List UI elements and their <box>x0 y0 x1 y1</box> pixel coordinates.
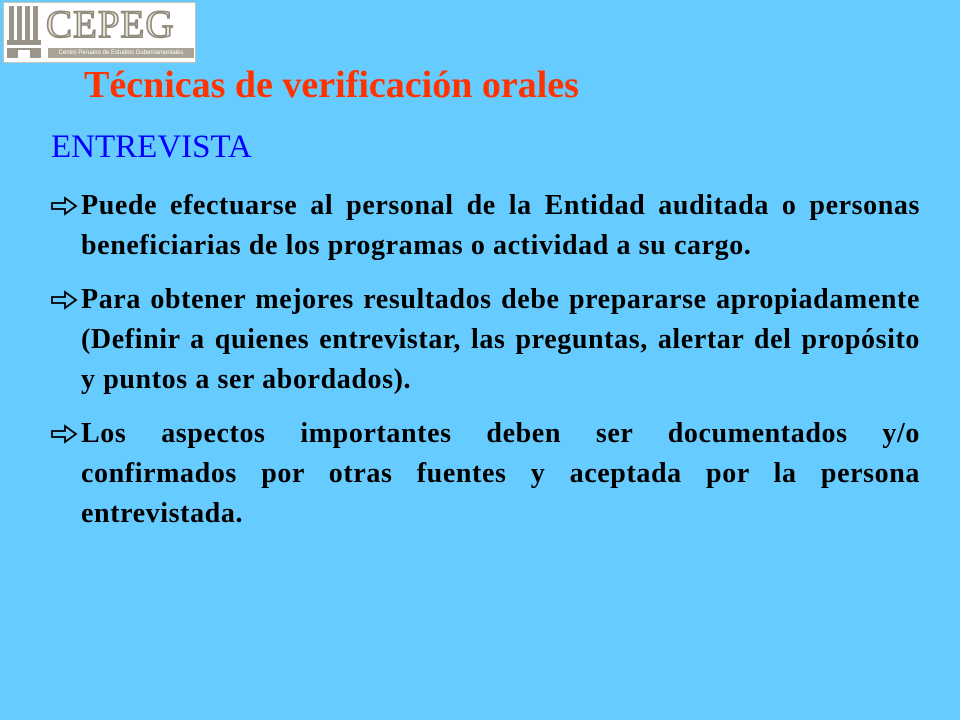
logo-wordmark: CEPEG <box>46 3 175 46</box>
section-heading: ENTREVISTA <box>51 129 252 165</box>
logo-subtitle: Centro Peruano de Estudios Gubernamentales <box>48 48 194 58</box>
bullet-text: Los aspectos importantes deben ser documentados y/o confirmados por otras fuentes y aceptada por la persona entrevistada. <box>81 418 920 529</box>
arrow-right-outline-icon <box>50 424 78 444</box>
bullet-item <box>50 186 920 266</box>
building-icon <box>6 4 46 61</box>
bullet-text: Puede efectuarse al personal de la Entidad auditada o personas beneficiarias de los programas o actividad a su cargo. <box>81 190 920 261</box>
arrow-right-outline-icon <box>50 196 78 216</box>
cepeg-logo <box>3 2 196 63</box>
slide-title: Técnicas de verificación orales <box>84 64 579 106</box>
bullet-text: Para obtener mejores resultados debe prepararse apropiadamente (Definir a quienes entrevistar, las preguntas, alertar del propósito y puntos a ser abordados). <box>81 284 920 395</box>
bullet-item <box>50 280 920 400</box>
bullet-item <box>50 414 920 534</box>
bullet-list <box>50 186 920 548</box>
arrow-right-outline-icon <box>50 290 78 310</box>
